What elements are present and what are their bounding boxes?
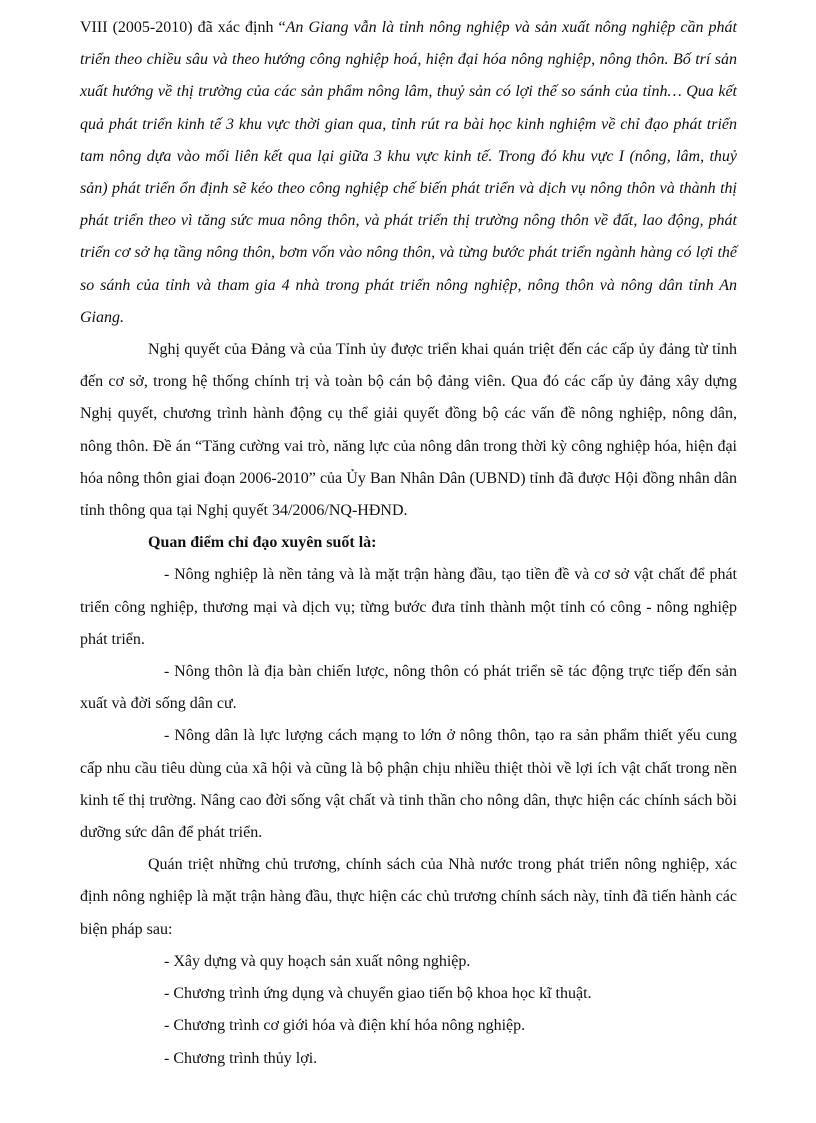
viewpoint-item-agriculture: - Nông nghiệp là nền tảng và là mặt trận hàng đầu, tạo tiền đề và cơ sở vật chất để phát triển công nghiệp, thương mại và dịch vụ; từng bước đưa tỉnh thành một tỉnh có công - nông nghiệp phát triển. bbox=[80, 566, 737, 648]
viewpoint-heading: Quan điểm chỉ đạo xuyên suốt là: bbox=[148, 534, 377, 552]
measure-item-mechanization: - Chương trình cơ giới hóa và điện khí hóa nông nghiệp. bbox=[164, 1017, 526, 1035]
measure-item-irrigation: - Chương trình thủy lợi. bbox=[164, 1049, 318, 1067]
intro-lead-text: VIII (2005-2010) đã xác định “ bbox=[80, 19, 286, 36]
resolution-paragraph: Nghị quyết của Đảng và của Tỉnh ủy được triển khai quán triệt đến các cấp ủy đảng từ tỉnh đến cơ sở, trong hệ thống chính trị và toàn bộ cán bộ đảng viên. Qua đó các cấp ủy đảng xây dựng Nghị quyết, chương trình hành động cụ thể giải quyết đồng bộ các vấn đề nông nghiệp, nông dân, nông thôn. Đề án “Tăng cường vai trò, năng lực của nông dân trong thời kỳ công nghiệp hóa, hiện đại hóa nông thôn giai đoạn 2006-2010” của Ủy Ban Nhân Dân (UBND) tỉnh đã được Hội đồng nhân dân tỉnh thông qua tại Nghị quyết 34/2006/NQ-HĐND. bbox=[80, 341, 737, 520]
measure-item-technology: - Chương trình ứng dụng và chuyển giao tiến bộ khoa học kĩ thuật. bbox=[164, 985, 592, 1003]
intro-paragraph bbox=[80, 12, 737, 334]
intro-quote-text: An Giang vẫn là tỉnh nông nghiệp và sản xuất nông nghiệp cần phát triển theo chiều sâu và theo hướng công nghiệp hoá, hiện đại hóa nông nghiệp, nông thôn. Bố trí sản xuất hướng về thị trường của các sản phẩm nông lâm, thuỷ sản có lợi thế so sánh của tỉnh… Qua kết quả phát triển kinh tế 3 khu vực thời gian qua, tỉnh rút ra bài học kinh nghiệm về chỉ đạo phát triển tam nông dựa vào mối liên kết qua lại giữa 3 khu vực kinh tế. Trong đó khu vực I (nông, lâm, thuỷ sản) phát triển ổn định sẽ kéo theo công nghiệp chế biến phát triển và dịch vụ nông thôn và thành thị phát triển theo vì tăng sức mua nông thôn, và phát triển thị trường nông thôn về đất, lao động, phát triển cơ sở hạ tầng nông thôn, bơm vốn vào nông thôn, và từng bước phát triển ngành hàng có lợi thế so sánh của tỉnh và tham gia 4 nhà trong phát triển nông nghiệp, nông thôn và nông dân tỉnh An Giang. bbox=[80, 19, 737, 326]
viewpoint-item-rural-area: - Nông thôn là địa bàn chiến lược, nông thôn có phát triển sẽ tác động trực tiếp đến sản xuất và đời sống dân cư. bbox=[80, 663, 737, 713]
viewpoint-item-farmers: - Nông dân là lực lượng cách mạng to lớn ở nông thôn, tạo ra sản phẩm thiết yếu cung cấp nhu cầu tiêu dùng của xã hội và cũng là bộ phận chịu nhiều thiệt thòi về lợi ích vật chất trong nền kinh tế thị trường. Nâng cao đời sống vật chất và tinh thần cho nông dân, thực hiện các chính sách bồi dưỡng sức dân để phát triển. bbox=[80, 727, 737, 842]
measures-paragraph: Quán triệt những chủ trương, chính sách của Nhà nước trong phát triển nông nghiệp, xác định nông nghiệp là mặt trận hàng đầu, thực hiện các chủ trương chính sách này, tỉnh đã tiến hành các biện pháp sau: bbox=[80, 856, 737, 938]
measure-item-planning: - Xây dựng và quy hoạch sản xuất nông nghiệp. bbox=[164, 952, 471, 970]
document-page bbox=[80, 12, 737, 1075]
